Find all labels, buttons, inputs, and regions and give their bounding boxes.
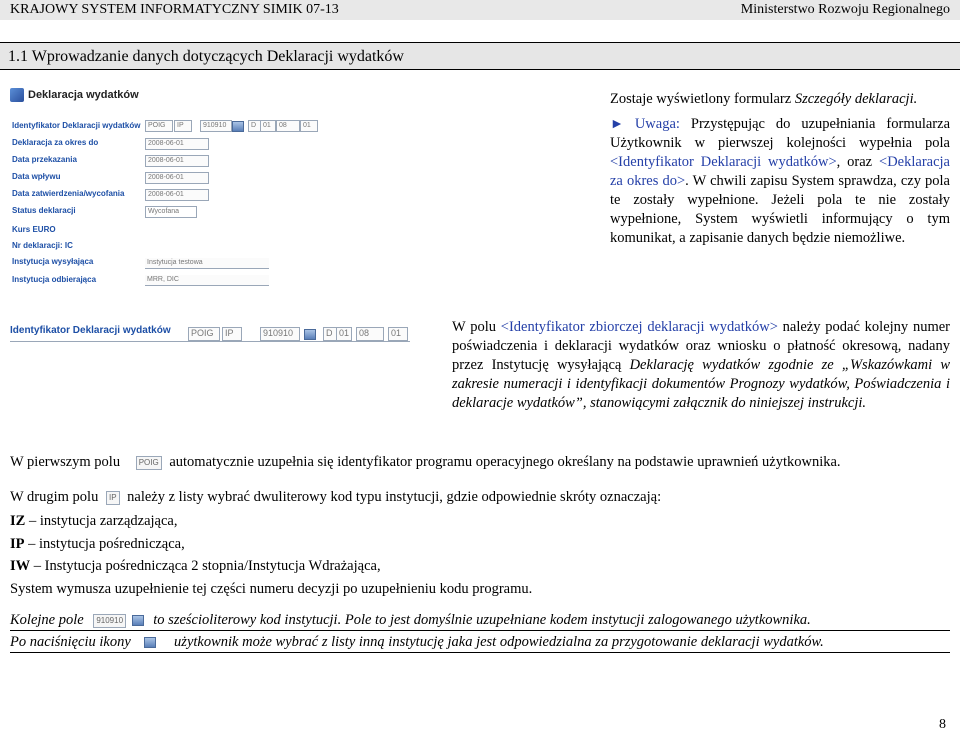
page-number: 8 [939, 717, 946, 732]
select-institution-icon[interactable] [232, 121, 244, 132]
identifier-strip-screenshot [10, 323, 410, 345]
declaration-form-screenshot [8, 86, 326, 291]
form-label: Instytucja wysyłająca [12, 257, 94, 266]
divider [10, 630, 950, 631]
form-title: Deklaracja wydatków [10, 88, 139, 102]
form-label: Data przekazania [12, 155, 77, 164]
type-letter-field[interactable]: D [248, 120, 262, 132]
code-iw: IW – Instytucja pośrednicząca 2 stopnia/Instytucja Wdrażająca, [10, 558, 381, 574]
institution-type-field[interactable]: IP [174, 120, 192, 132]
warning-paragraph: ► Uwaga: Przystępując do uzupełniania formularza Użytkownik w pierwszej kolejności wypełnia pola <Identyfikator Deklaracji wydatków>, oraz <Deklaracja za okres do>. W chwili zapisu System sprawdza, czy pola te zostały wypełnione. Jeżeli pola te nie zostały wypełnione, System wyświetli informujący o tym komunikat, a zapisanie danych będzie niemożliwe. [610, 116, 951, 246]
page-header [0, 0, 960, 20]
forces-paragraph: System wymusza uzupełnienie tej części numeru decyzji po uzupełnieniu kodu programu. [10, 581, 533, 597]
number-field[interactable]: 01 [260, 120, 276, 132]
institution-type-thumbnail: IP [106, 491, 120, 505]
right-description [610, 90, 950, 254]
code-iz: IZ – instytucja zarządzająca, [10, 513, 178, 529]
form-label: Nr deklaracji: IC [12, 241, 73, 250]
institution-code-field[interactable]: 910910 [200, 120, 232, 132]
program-field[interactable]: POIG [188, 327, 220, 341]
divider [10, 652, 950, 653]
header-ministry: Ministerstwo Rozwoju Regionalnego [740, 2, 950, 17]
select-institution-icon [132, 615, 144, 626]
status-select[interactable]: Wycofana [145, 206, 197, 218]
sequence-field[interactable]: 01 [388, 327, 408, 341]
document-icon [10, 88, 24, 102]
sequence-field[interactable]: 01 [300, 120, 318, 132]
institution-code-field[interactable]: 910910 [260, 327, 300, 341]
form-label: Data zatwierdzenia/wycofania [12, 189, 125, 198]
strip-label: Identyfikator Deklaracji wydatków [10, 325, 171, 336]
month-field[interactable]: 08 [276, 120, 300, 132]
header-title: KRAJOWY SYSTEM INFORMATYCZNY SIMIK 07-13 [10, 2, 339, 17]
approval-date-field[interactable]: 2008-06-01 [145, 189, 209, 201]
arrow-right-icon: ► [610, 117, 624, 132]
institution-code-thumbnail: 910910 [93, 614, 126, 628]
form-label: Instytucja odbierająca [12, 275, 97, 284]
form-label: Status deklaracji [12, 206, 76, 215]
receiving-institution-field: MRR, DIC [145, 275, 269, 286]
third-field-paragraph: Kolejne pole 910910 to sześcioliterowy kod instytucji. Pole to jest domyślnie uzupełniane kodem instytucji zalogowanego użytkownika. [10, 612, 811, 628]
divider [10, 341, 410, 342]
form-label: Data wpływu [12, 172, 61, 181]
fourth-field-paragraph: Po naciśnięciu ikony użytkownik może wybrać z listy inną instytucję jaka jest odpowiedzialna za przygotowanie deklaracji wydatków. [10, 634, 824, 650]
form-label: Kurs EURO [12, 225, 56, 234]
first-field-paragraph: W pierwszym polu POIG automatycznie uzupełnia się identyfikator programu operacyjnego określany na podstawie uprawnień użytkownika. [10, 454, 841, 470]
second-field-paragraph: W drugim polu IP należy z listy wybrać dwuliterowy kod typu instytucji, gdzie odpowiednie skróty oznaczają: [10, 489, 662, 505]
month-field[interactable]: 08 [356, 327, 384, 341]
program-field[interactable]: POIG [145, 120, 173, 132]
institution-type-field[interactable]: IP [222, 327, 242, 341]
section-title: 1.1 Wprowadzanie danych dotyczących Deklaracji wydatków [0, 42, 960, 70]
code-ip: IP – instytucja pośrednicząca, [10, 536, 185, 552]
type-letter-field[interactable]: D [323, 327, 339, 341]
identifier-description: W polu <Identyfikator zbiorczej deklaracji wydatków> należy podać kolejny numer poświadczenia i deklaracji wydatków oraz wniosku o płatność okresową, nadany przez Instytucję wysyłającą Deklarację wydatków zgodnie ze „Wskazówkami w zakresie numeracji i identyfikacji dokumentów Prognozy wydatków, Poświadczenia i deklaracje wydatków”, stanowiącymi załącznik do niniejszej instrukcji. [452, 319, 951, 411]
form-label: Identyfikator Deklaracji wydatków [12, 121, 141, 130]
select-institution-icon[interactable] [304, 329, 316, 340]
program-field-thumbnail: POIG [136, 456, 162, 470]
form-label: Deklaracja za okres do [12, 138, 99, 147]
transfer-date-field[interactable]: 2008-06-01 [145, 155, 209, 167]
receipt-date-field[interactable]: 2008-06-01 [145, 172, 209, 184]
period-to-field[interactable]: 2008-06-01 [145, 138, 209, 150]
number-field[interactable]: 01 [336, 327, 352, 341]
sending-institution-field: Instytucja testowa [145, 258, 269, 269]
intro-paragraph: Zostaje wyświetlony formularz Szczegóły deklaracji. [610, 91, 918, 107]
select-institution-icon [144, 637, 156, 648]
